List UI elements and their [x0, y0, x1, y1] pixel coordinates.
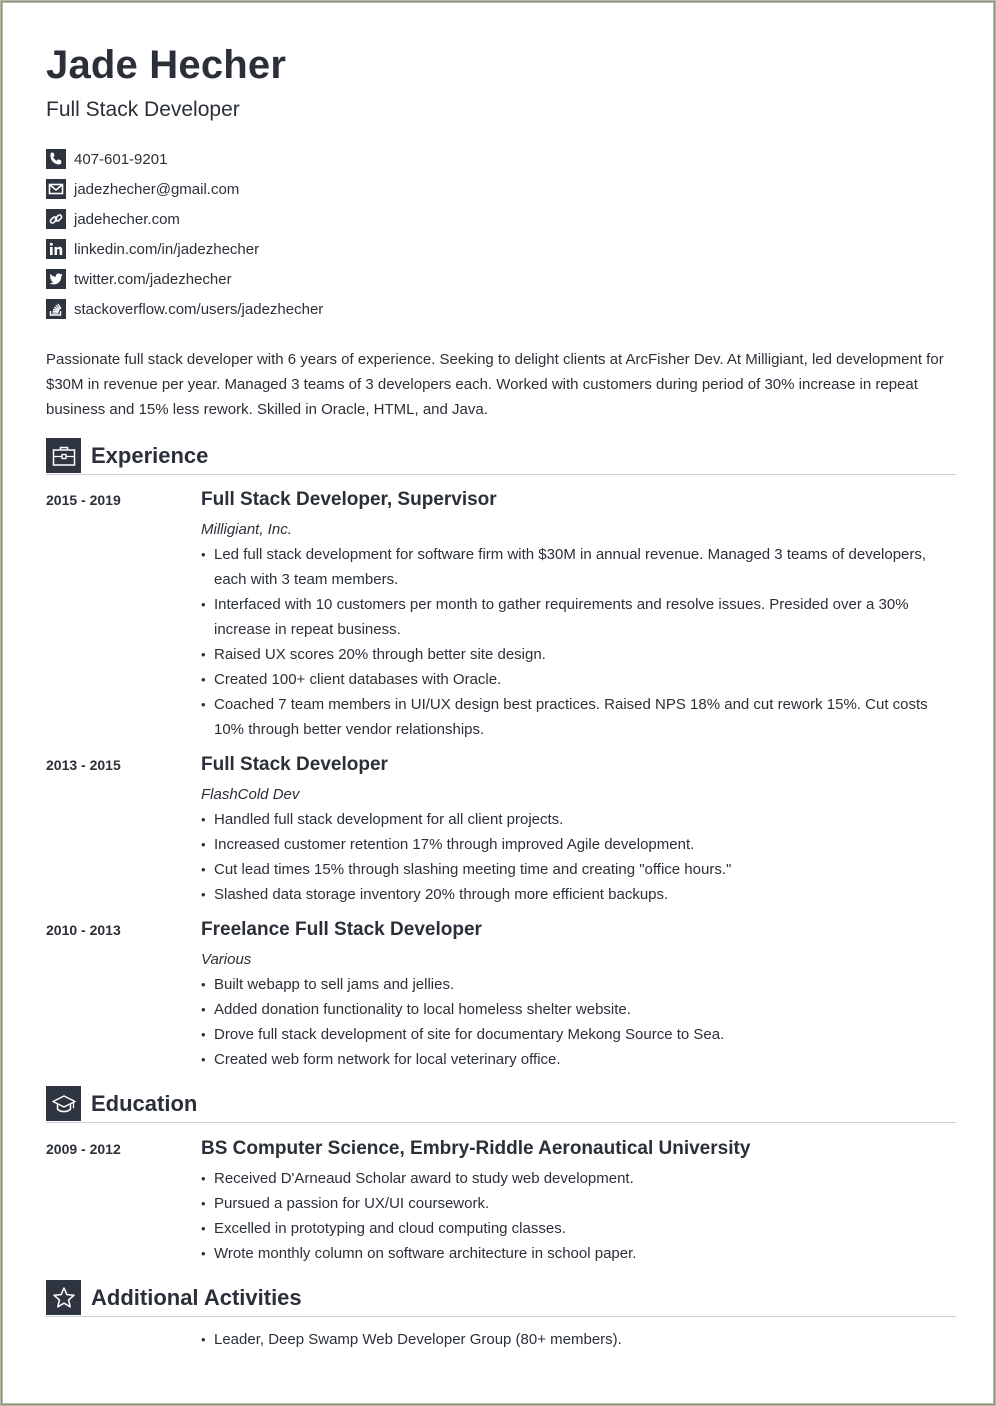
contact-twitter-text: twitter.com/jadezhecher	[74, 270, 232, 288]
contact-twitter	[46, 264, 323, 294]
job-title: Freelance Full Stack Developer	[201, 919, 482, 940]
activities-details	[201, 1327, 956, 1352]
job-bullet: • Slashed data storage inventory 20% through more efficient backups.	[201, 882, 956, 907]
activities-bullets	[201, 1327, 956, 1352]
education-bullet: • Received D'Arneaud Scholar award to study web development.	[201, 1166, 956, 1191]
job-title: Full Stack Developer	[201, 754, 388, 775]
email-icon	[46, 179, 66, 199]
education-heading: Education	[91, 1091, 198, 1116]
job-bullet: • Created web form network for local veterinary office.	[201, 1047, 956, 1072]
contact-phone-text: 407-601-9201	[74, 150, 168, 168]
job-title: Full Stack Developer, Supervisor	[201, 489, 497, 510]
contact-website	[46, 204, 323, 234]
graduation-cap-icon	[46, 1086, 81, 1121]
contact-linkedin-text: linkedin.com/in/jadezhecher	[74, 240, 260, 258]
job-bullet: • Built webapp to sell jams and jellies.	[201, 972, 956, 997]
briefcase-icon	[46, 438, 81, 473]
phone-icon	[46, 149, 66, 169]
job-details	[201, 753, 956, 907]
job-bullet: • Led full stack development for software firm with $30M in annual revenue. Managed 3 teams of developers, each with 3 team members.	[201, 542, 956, 592]
contact-website-text: jadehecher.com	[74, 210, 180, 228]
education-bullet: • Excelled in prototyping and cloud computing classes.	[201, 1216, 956, 1241]
job-dates: 2010 - 2013	[46, 922, 121, 938]
activities-heading: Additional Activities	[91, 1285, 302, 1310]
contact-stackoverflow	[46, 294, 323, 324]
job-bullet: • Increased customer retention 17% through improved Agile development.	[201, 832, 956, 857]
degree-title: BS Computer Science, Embry-Riddle Aeronautical University	[201, 1138, 751, 1159]
contact-email	[46, 174, 323, 204]
education-bullets	[201, 1166, 956, 1266]
linkedin-icon	[46, 239, 66, 259]
contact-stackoverflow-text: stackoverflow.com/users/jadezhecher	[74, 300, 324, 318]
experience-heading: Experience	[91, 443, 209, 468]
job-company: Various	[201, 951, 252, 968]
job-bullet: • Drove full stack development of site for documentary Mekong Source to Sea.	[201, 1022, 956, 1047]
job-bullets	[201, 807, 956, 907]
job-bullet: • Coached 7 team members in UI/UX design best practices. Raised NPS 18% and cut rework 15%. Cut costs 10% through better vendor relationships.	[201, 692, 956, 742]
job-bullets	[201, 542, 956, 742]
job-dates: 2013 - 2015	[46, 757, 121, 773]
contact-linkedin	[46, 234, 323, 264]
job-dates: 2015 - 2019	[46, 492, 121, 508]
job-bullet: • Interfaced with 10 customers per month to gather requirements and resolve issues. Presided over a 30% increase in repeat business.	[201, 592, 956, 642]
job-details	[201, 488, 956, 742]
activities-section-header	[46, 1280, 956, 1317]
star-icon	[46, 1280, 81, 1315]
experience-section-header	[46, 438, 956, 475]
link-icon	[46, 209, 66, 229]
job-bullet: • Cut lead times 15% through slashing meeting time and creating "office hours."	[201, 857, 956, 882]
education-bullet: • Wrote monthly column on software architecture in school paper.	[201, 1241, 956, 1266]
candidate-name: Jade Hecher	[46, 43, 287, 87]
job-bullet: • Created 100+ client databases with Oracle.	[201, 667, 956, 692]
job-company: Milligiant, Inc.	[201, 521, 292, 538]
twitter-icon	[46, 269, 66, 289]
education-dates: 2009 - 2012	[46, 1141, 121, 1157]
job-details	[201, 918, 956, 1072]
job-bullet: • Added donation functionality to local homeless shelter website.	[201, 997, 956, 1022]
stackoverflow-icon	[46, 299, 66, 319]
contact-email-text: jadezhecher@gmail.com	[74, 180, 240, 198]
job-bullet: • Handled full stack development for all client projects.	[201, 807, 956, 832]
activity-bullet: • Leader, Deep Swamp Web Developer Group (80+ members).	[201, 1327, 956, 1352]
professional-summary: Passionate full stack developer with 6 years of experience. Seeking to delight clients at ArcFisher Dev. At Milligiant, led development for $30M in revenue per year. Managed 3 teams of 3 developers each. Worked with customers during period of 30% increase in repeat business and 15% less rework. Skilled in Oracle, HTML, and Java.	[46, 351, 944, 418]
job-bullets	[201, 972, 956, 1072]
contact-list	[46, 144, 323, 324]
contact-phone	[46, 144, 323, 174]
education-details	[201, 1137, 956, 1266]
job-bullet: • Raised UX scores 20% through better site design.	[201, 642, 956, 667]
job-company: FlashCold Dev	[201, 786, 300, 803]
candidate-role: Full Stack Developer	[46, 98, 240, 121]
education-bullet: • Pursued a passion for UX/UI coursework.	[201, 1191, 956, 1216]
education-section-header	[46, 1086, 956, 1123]
